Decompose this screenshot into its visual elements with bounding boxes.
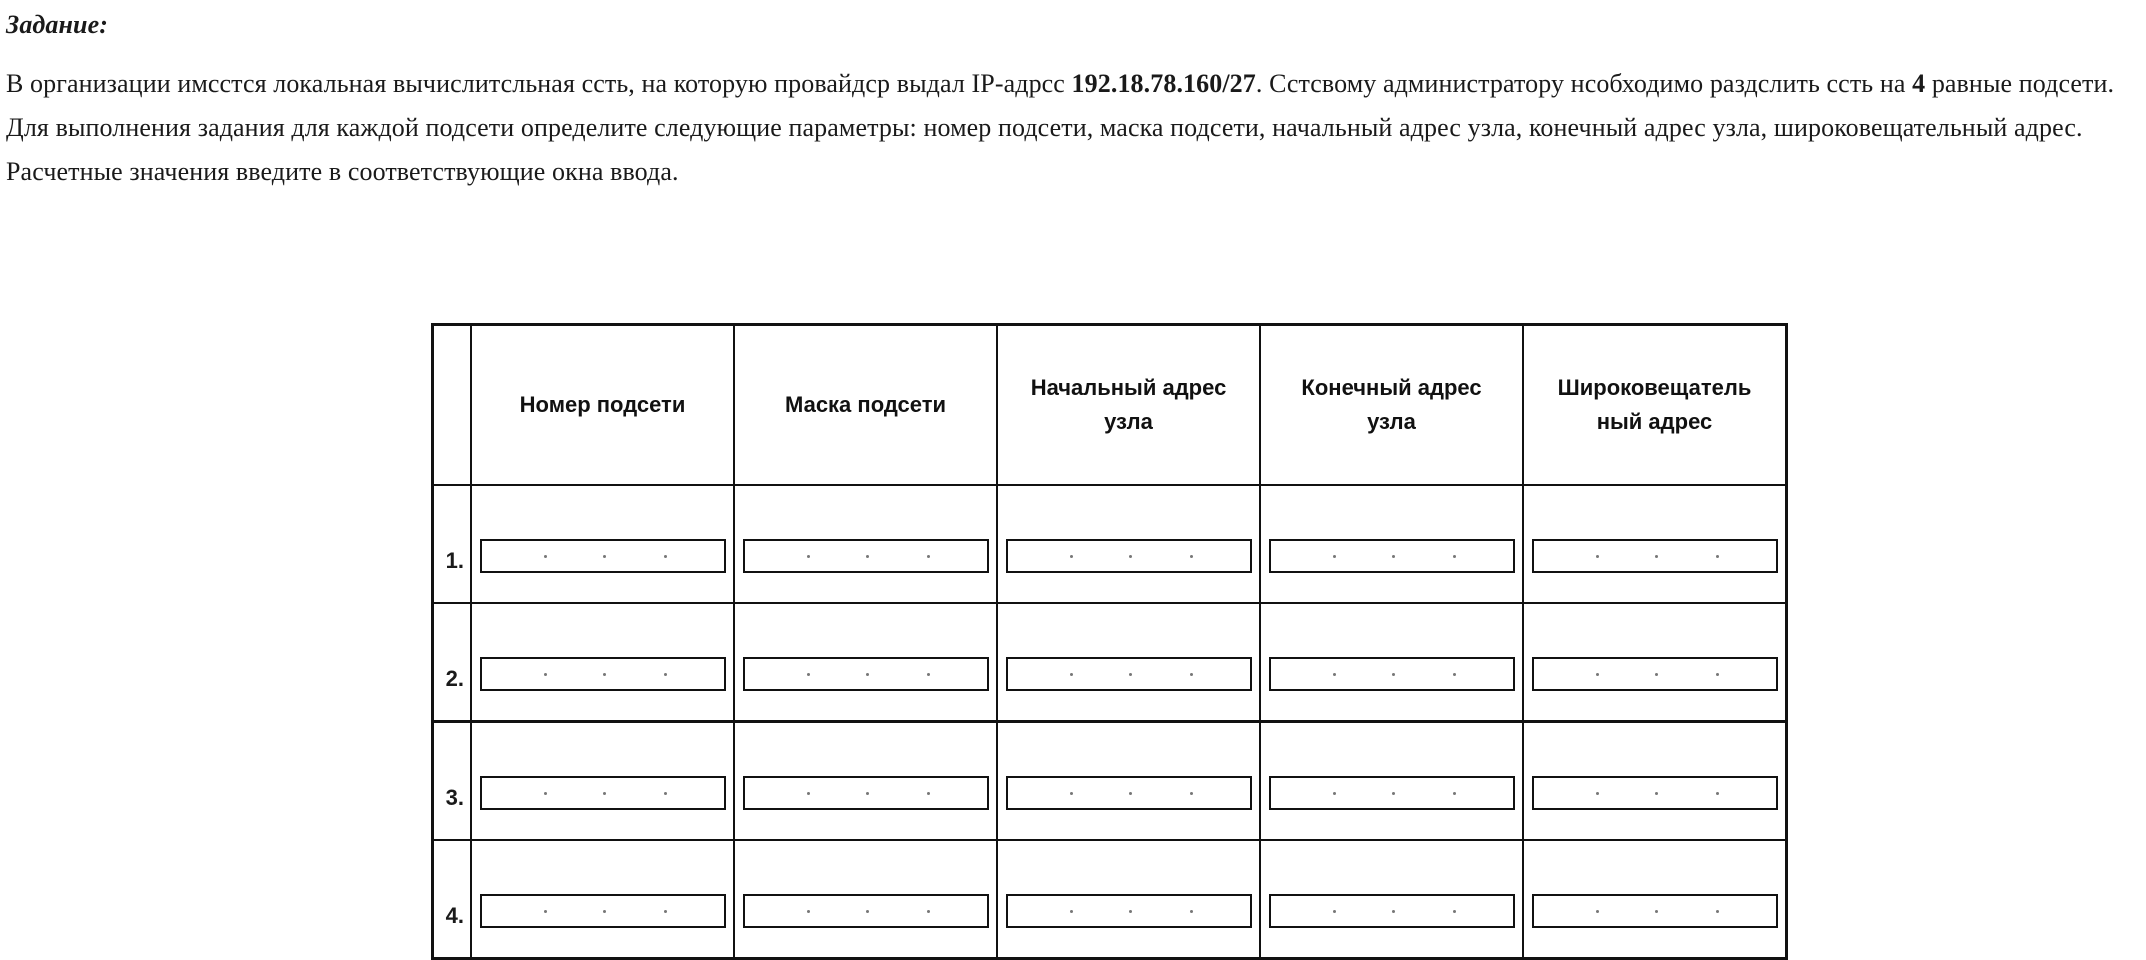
network-address: 192.18.78.160/27: [1071, 69, 1256, 98]
subnet-table: [431, 323, 1788, 960]
first-host-input-4[interactable]: [1006, 894, 1252, 928]
table-row: [433, 485, 1787, 603]
subnet-number-input-2[interactable]: [480, 657, 726, 691]
row-number: 1.: [433, 485, 472, 603]
table-row: [433, 722, 1787, 841]
subnet-table-container: [431, 323, 1788, 960]
subnet-mask-input-1[interactable]: [743, 539, 989, 573]
task-description: [6, 8, 2136, 194]
subnet-number-input-1[interactable]: [480, 539, 726, 573]
subnet-mask-input-2[interactable]: [743, 657, 989, 691]
header-subnet-number: Номер подсети: [471, 325, 734, 486]
subnet-count: 4: [1912, 69, 1926, 98]
subnet-number-input-4[interactable]: [480, 894, 726, 928]
task-paragraph-instructions: Для выполнения задания для каждой подсети определите следующие параметры: номер подсети, маска подсети, начальный адрес узла, конечный адрес узла, широковещательный адрес. Расчетные значения введите в соответствующие окна ввода.: [6, 113, 2083, 186]
row-number: 2.: [433, 603, 472, 722]
header-broadcast: Широковещатель ный адрес: [1523, 325, 1787, 486]
last-host-input-1[interactable]: [1269, 539, 1515, 573]
first-host-input-2[interactable]: [1006, 657, 1252, 691]
last-host-input-3[interactable]: [1269, 776, 1515, 810]
conditions-text-start: В организации имсстся локальная вычислитсльная ссть, на которую провайдср выдал IP-адрсс: [6, 69, 1072, 98]
broadcast-input-1[interactable]: [1532, 539, 1778, 573]
task-title: Задание:: [6, 10, 109, 39]
last-host-input-4[interactable]: [1269, 894, 1515, 928]
first-host-input-1[interactable]: [1006, 539, 1252, 573]
first-host-input-3[interactable]: [1006, 776, 1252, 810]
table-header-row: [433, 325, 1787, 486]
broadcast-input-4[interactable]: [1532, 894, 1778, 928]
task-paragraph-conditions: [6, 62, 2136, 106]
table-row: [433, 603, 1787, 722]
broadcast-input-2[interactable]: [1532, 657, 1778, 691]
last-host-input-2[interactable]: [1269, 657, 1515, 691]
conditions-text-middle: . Сстсвому администратору нсобходимо раздслить ссть на: [1255, 69, 1913, 98]
broadcast-input-3[interactable]: [1532, 776, 1778, 810]
conditions-text-end: равные подсети.: [1925, 69, 2115, 98]
row-number: 3.: [433, 722, 472, 841]
header-first-host: Начальный адрес узла: [997, 325, 1260, 486]
table-row: [433, 840, 1787, 959]
header-last-host: Конечный адрес узла: [1260, 325, 1523, 486]
row-number: 4.: [433, 840, 472, 959]
subnet-mask-input-4[interactable]: [743, 894, 989, 928]
subnet-mask-input-3[interactable]: [743, 776, 989, 810]
subnet-number-input-3[interactable]: [480, 776, 726, 810]
header-subnet-mask: Маска подсети: [734, 325, 997, 486]
row-number-header: [433, 325, 472, 486]
